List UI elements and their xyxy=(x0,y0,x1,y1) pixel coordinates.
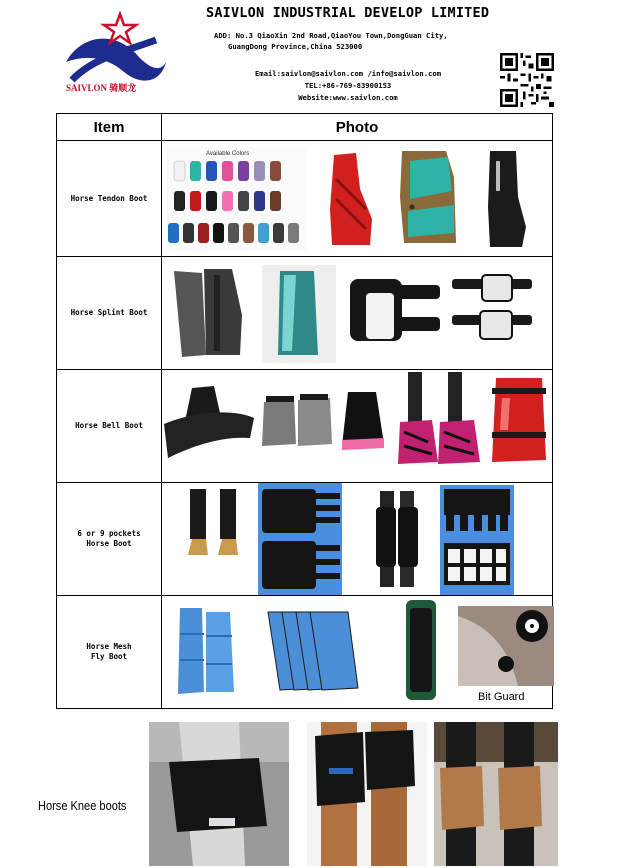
teal-metallic-boot xyxy=(262,265,336,363)
company-contact xyxy=(208,68,488,104)
red-tendon-boot xyxy=(326,149,376,249)
qr-code xyxy=(499,53,555,107)
item-label: Horse Tendon Boot xyxy=(70,193,148,203)
blue-mesh-panels xyxy=(266,608,362,694)
address-line-1: ADD: No.3 QiaoXin 2nd Road,QiaoYou Town,DongGuan City, xyxy=(214,31,448,40)
table-row xyxy=(57,141,553,257)
grey-bell-boots xyxy=(260,392,334,448)
header-photo: Photo xyxy=(162,114,553,141)
black-ice-boots-legs xyxy=(182,485,244,557)
black-ice-boot-tall xyxy=(370,491,426,591)
bit-guard-label: Bit Guard xyxy=(478,691,525,703)
brown-knee-boots xyxy=(434,722,558,866)
black-splint-pair xyxy=(450,271,536,345)
red-bell-boot xyxy=(488,374,550,468)
header-item: Item xyxy=(57,114,162,141)
pink-black-bell-boot xyxy=(338,388,386,452)
table-row xyxy=(57,596,553,709)
zebra-pink-bell-boots xyxy=(398,372,484,468)
table-row xyxy=(57,370,553,483)
black-pocket-wraps xyxy=(258,483,342,595)
company-name: SAIVLON INDUSTRIAL DEVELOP LIMITED xyxy=(206,5,490,21)
green-black-boot xyxy=(402,598,440,704)
ice-pack-wrap xyxy=(440,485,514,595)
item-label: 6 or 9 pockets Horse Boot xyxy=(77,529,141,548)
grey-horse-knee-boot xyxy=(149,722,289,866)
address-line-2: GuangDong Province,China 523000 xyxy=(228,42,363,51)
logo-text: SAIVLON 骑顺龙 xyxy=(66,83,137,93)
email: Email:saivlon@saivlon.com /info@saivlon.com xyxy=(254,69,442,78)
color-swatch-grid xyxy=(166,147,306,251)
black-white-splint-boot xyxy=(346,273,442,347)
black-boot xyxy=(484,147,528,251)
blue-mesh-fly-boot xyxy=(174,604,238,700)
telephone: TEL:+86-769-83900153 xyxy=(304,81,392,90)
company-address xyxy=(214,30,494,52)
table-row xyxy=(57,257,553,370)
table-header-row xyxy=(57,114,553,141)
bit-guard-photo xyxy=(458,606,554,686)
swatch-caption: Available Colors xyxy=(206,151,250,157)
knee-boots-label: Horse Knee boots xyxy=(38,798,127,813)
black-knee-boots-front xyxy=(307,722,427,866)
item-label: Horse Mesh Fly Boot xyxy=(86,642,132,661)
table-row xyxy=(57,483,553,596)
item-label: Horse Splint Boot xyxy=(70,308,148,317)
item-label: Horse Bell Boot xyxy=(75,421,143,430)
product-table xyxy=(56,113,553,709)
leopard-teal-boot xyxy=(396,147,462,251)
black-flat-bell-boot xyxy=(162,382,256,462)
grey-splint-boot xyxy=(170,265,246,361)
website: Website:www.saivlon.com xyxy=(298,93,398,102)
